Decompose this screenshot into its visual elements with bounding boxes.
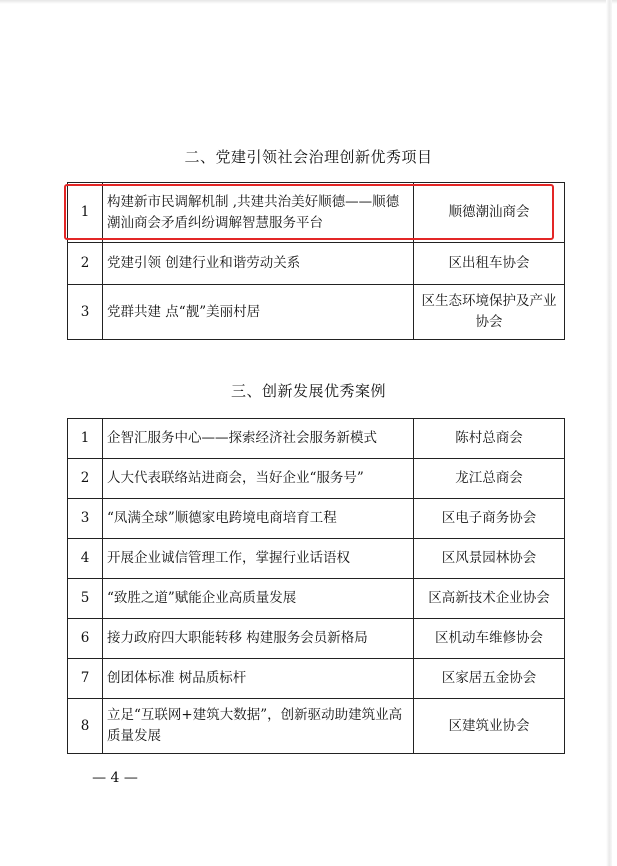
row-number: 8 bbox=[68, 699, 103, 754]
row-number: 2 bbox=[68, 243, 103, 285]
project-name: 接力政府四大职能转移 构建服务会员新格局 bbox=[103, 619, 414, 659]
row-number: 1 bbox=[68, 419, 103, 459]
table-row bbox=[68, 183, 565, 243]
table-row bbox=[68, 699, 565, 754]
row-number: 5 bbox=[68, 579, 103, 619]
project-name: 开展企业诚信管理工作，掌握行业话语权 bbox=[103, 539, 414, 579]
project-name: “致胜之道”赋能企业高质量发展 bbox=[103, 579, 414, 619]
project-name: 企智汇服务中心——探索经济社会服务新模式 bbox=[103, 419, 414, 459]
table-innovation-cases bbox=[67, 418, 565, 754]
page-right-edge bbox=[606, 0, 612, 866]
table-row bbox=[68, 539, 565, 579]
project-name: 创团体标准 树品质标杆 bbox=[103, 659, 414, 699]
table-row bbox=[68, 459, 565, 499]
project-name: 构建新市民调解机制 ,共建共治美好顺德——顺德潮汕商会矛盾纠纷调解智慧服务平台 bbox=[103, 183, 414, 243]
table-row bbox=[68, 499, 565, 539]
table-row bbox=[68, 579, 565, 619]
organization-name: 区家居五金协会 bbox=[414, 659, 565, 699]
row-number: 7 bbox=[68, 659, 103, 699]
row-number: 4 bbox=[68, 539, 103, 579]
organization-name: 龙江总商会 bbox=[414, 459, 565, 499]
page-top-edge bbox=[0, 0, 617, 4]
organization-name: 区建筑业协会 bbox=[414, 699, 565, 754]
project-name: 党建引领 创建行业和谐劳动关系 bbox=[103, 243, 414, 285]
organization-name: 区出租车协会 bbox=[414, 243, 565, 285]
page-number: — 4 — bbox=[92, 770, 138, 786]
project-name: 人大代表联络站进商会，当好企业“服务号” bbox=[103, 459, 414, 499]
organization-name: 顺德潮汕商会 bbox=[414, 183, 565, 243]
table-row bbox=[68, 659, 565, 699]
organization-name: 区高新技术企业协会 bbox=[414, 579, 565, 619]
project-name: “凤满全球”顺德家电跨境电商培育工程 bbox=[103, 499, 414, 539]
table-row bbox=[68, 285, 565, 340]
table-row bbox=[68, 619, 565, 659]
table-row bbox=[68, 243, 565, 285]
organization-name: 区生态环境保护及产业协会 bbox=[414, 285, 565, 340]
organization-name: 区机动车维修协会 bbox=[414, 619, 565, 659]
organization-name: 陈村总商会 bbox=[414, 419, 565, 459]
organization-name: 区电子商务协会 bbox=[414, 499, 565, 539]
project-name: 党群共建 点“靓”美丽村居 bbox=[103, 285, 414, 340]
row-number: 3 bbox=[68, 499, 103, 539]
table-row bbox=[68, 419, 565, 459]
project-name: 立足“互联网+建筑大数据”，创新驱动助建筑业高质量发展 bbox=[103, 699, 414, 754]
section-title-innovation-cases: 三、创新发展优秀案例 bbox=[230, 382, 386, 400]
row-number: 6 bbox=[68, 619, 103, 659]
section-title-party-building: 二、党建引领社会治理创新优秀项目 bbox=[184, 148, 433, 166]
table-party-building-projects bbox=[67, 182, 565, 340]
row-number: 1 bbox=[68, 183, 103, 243]
organization-name: 区风景园林协会 bbox=[414, 539, 565, 579]
row-number: 3 bbox=[68, 285, 103, 340]
row-number: 2 bbox=[68, 459, 103, 499]
